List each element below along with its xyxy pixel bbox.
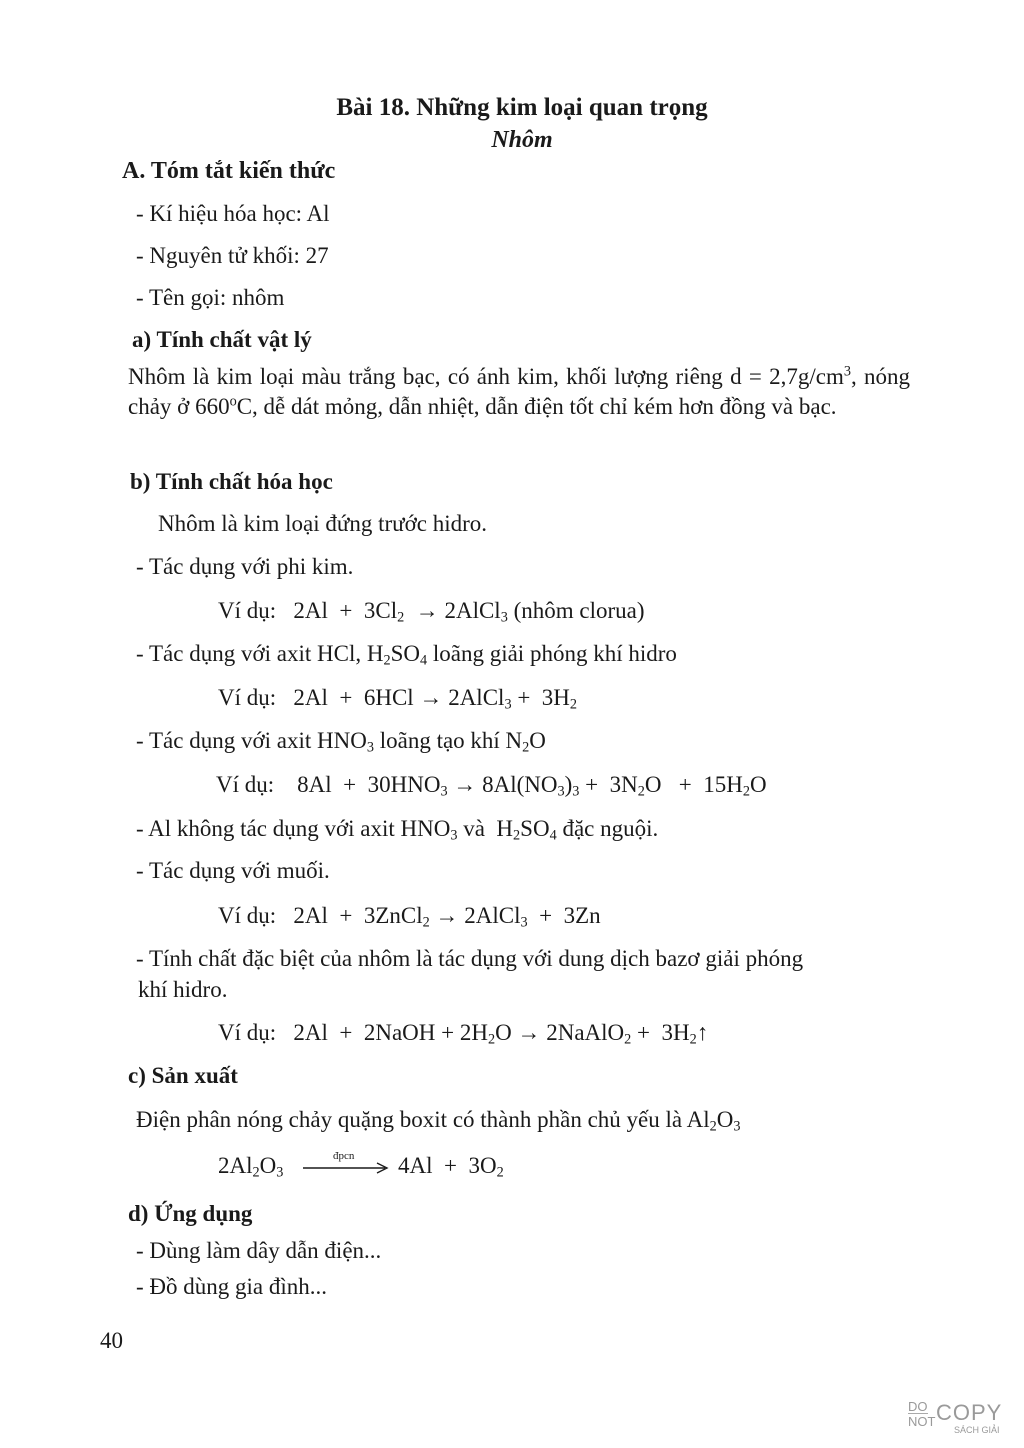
property-line: - Tác dụng với axit $HNO_3$ loãng tạo khí $N_2O$ bbox=[136, 728, 546, 756]
applications-heading: d) Ứng dụng bbox=[128, 1201, 253, 1226]
chemical-properties-heading: b) Tính chất hóa học bbox=[130, 469, 333, 494]
stamp-copy: COPY bbox=[936, 1400, 1003, 1425]
stamp-brand: SÁCH GIẢI bbox=[954, 1425, 1000, 1435]
electrolysis-left: $2Al_2O_3$ bbox=[218, 1153, 284, 1181]
electrolysis-right: $4Al + 3O_2$ bbox=[398, 1153, 504, 1181]
lesson-title: Bài 18. Những kim loại quan trọng bbox=[336, 94, 708, 121]
property-line: - Tác dụng với phi kim. bbox=[136, 554, 354, 579]
property-line: - Tác dụng với muối. bbox=[136, 858, 330, 883]
fact-atomic-mass: - Nguyên tử khối: 27 bbox=[136, 243, 329, 268]
stamp-do: DO bbox=[908, 1399, 928, 1414]
production-text: Điện phân nóng chảy quặng boxit có thành phần chủ yếu là $Al_2O_3$ bbox=[136, 1107, 741, 1135]
physical-properties-text: Nhôm là kim loại màu trắng bạc, có ánh kim, khối lượng riêng $d = 2,7g/cm^3$, nóng chảy ở 660$^o$C, dễ dát mỏng, dẫn nhiệt, dẫn điện tốt chỉ kém hơn đồng và bạc. bbox=[128, 363, 911, 419]
example-equation: Ví dụ: $8Al + 30HNO_3 \to 8Al(NO_3)_3 + 3N_2O + 15H_2O$ bbox=[216, 772, 767, 800]
electrolysis-arrow bbox=[303, 1150, 395, 1180]
property-line: - Al không tác dụng với axit $HNO_3$ và $H_2SO_4$ đặc nguội. bbox=[136, 816, 659, 844]
property-line: khí hidro. bbox=[138, 977, 228, 1002]
application-item: - Dùng làm dây dẫn điện... bbox=[136, 1238, 382, 1263]
example-equation: Ví dụ: 2Al + 6HCl → 2AlCl$_3$ + $3H_2$ bbox=[218, 685, 578, 713]
chemical-intro: Nhôm là kim loại đứng trước hidro. bbox=[158, 511, 488, 536]
property-line: - Tính chất đặc biệt của nhôm là tác dụng với dung dịch bazơ giải phóng bbox=[136, 946, 804, 971]
arrow-condition-label: đpcn bbox=[333, 1150, 355, 1162]
stamp-not: NOT bbox=[908, 1414, 936, 1429]
application-item: - Đồ dùng gia đình... bbox=[136, 1274, 328, 1299]
page-number: 40 bbox=[100, 1328, 123, 1353]
section-a-heading: A. Tóm tắt kiến thức bbox=[122, 158, 336, 184]
do-not-copy-stamp bbox=[908, 1398, 1008, 1440]
example-equation: Ví dụ: $2Al + 3Cl_2$ → 2AlCl$_3$ (nhôm clorua) bbox=[218, 598, 645, 626]
property-line: - Tác dụng với axit HCl, $H_2SO_4$ loãng giải phóng khí hidro bbox=[136, 641, 677, 669]
fact-symbol: - Kí hiệu hóa học: Al bbox=[136, 201, 330, 226]
example-equation: Ví dụ: 2Al + 3ZnCl$_2$ → 2AlCl$_3$ + 3Zn bbox=[218, 903, 601, 931]
physical-properties-heading: a) Tính chất vật lý bbox=[132, 327, 312, 352]
lesson-subtitle: Nhôm bbox=[491, 127, 553, 153]
example-equation: Ví dụ: 2Al + 2NaOH + $2H_2O$ → 2NaAlO$_2$ + $3H_2↑$ bbox=[218, 1020, 709, 1048]
fact-name: - Tên gọi: nhôm bbox=[136, 285, 285, 310]
production-heading: c) Sản xuất bbox=[128, 1063, 238, 1088]
